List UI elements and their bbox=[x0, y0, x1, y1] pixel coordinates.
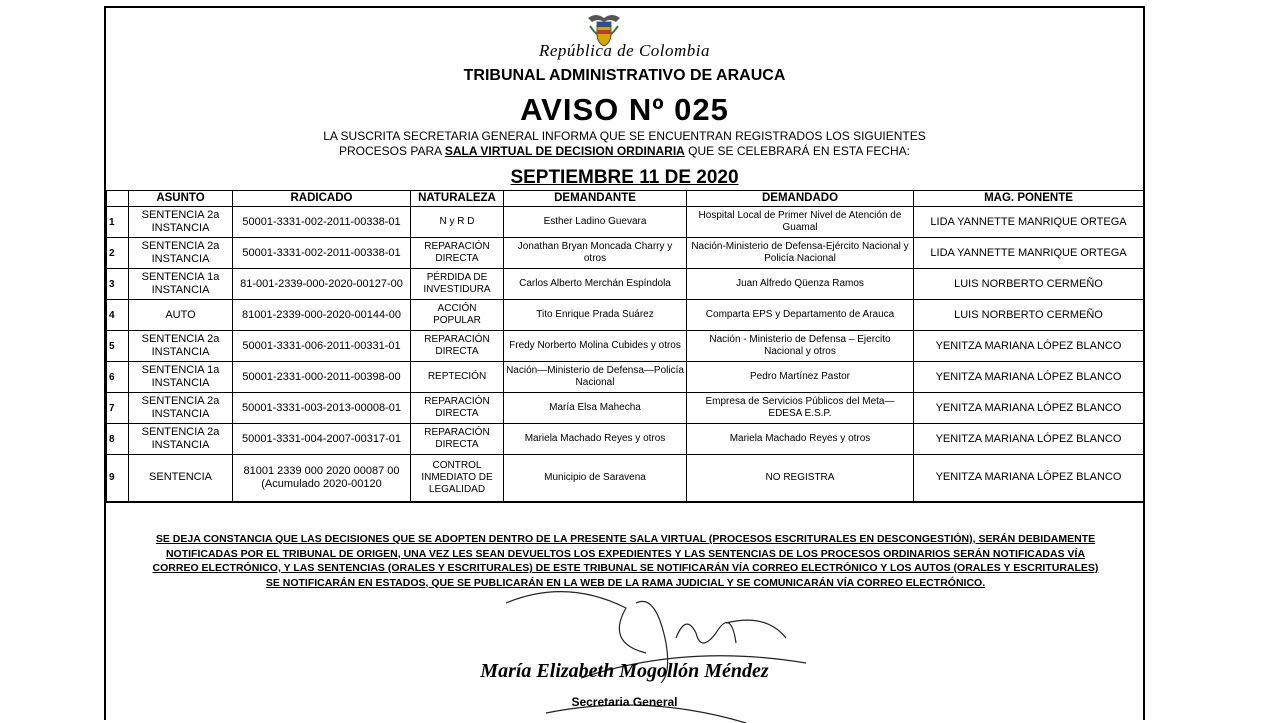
cell-demandado: Mariela Machado Reyes y otros bbox=[687, 424, 914, 455]
cell-asunto: SENTENCIA 1a INSTANCIA bbox=[129, 362, 233, 393]
tribunal-name: TRIBUNAL ADMINISTRATIVO DE ARAUCA bbox=[463, 67, 786, 84]
cell-radicado: 81001-2339-000-2020-00144-00 bbox=[233, 300, 411, 331]
cell-ponente: YENITZA MARIANA LÓPEZ BLANCO bbox=[914, 455, 1144, 502]
cell-demandado: Nación-Ministerio de Defensa-Ejército Nacional y Policía Nacional bbox=[687, 238, 914, 269]
document-page bbox=[104, 6, 1145, 720]
cell-asunto: SENTENCIA 2a INSTANCIA bbox=[129, 331, 233, 362]
cell-ponente: YENITZA MARIANA LÓPEZ BLANCO bbox=[914, 362, 1144, 393]
table-row bbox=[107, 238, 1144, 269]
intro-line-2-pre: PROCESOS PARA bbox=[339, 144, 445, 158]
table-row bbox=[107, 269, 1144, 300]
cell-naturaleza: REPTECIÓN bbox=[411, 362, 504, 393]
table-row bbox=[107, 331, 1144, 362]
col-header-num bbox=[107, 191, 129, 207]
row-number: 1 bbox=[107, 207, 129, 238]
constancia-line-2: NOTIFICADAS POR EL TRIBUNAL DE ORIGEN, UNA VEZ LES SEAN DEVUELTOS LOS EXPEDIENTES Y LAS SENTENCIAS DE LOS PROCESOS ORDINARIOS SERÁN NOTIFICADAS VÍA bbox=[165, 547, 1086, 560]
cell-demandado: Nación - Ministerio de Defensa – Ejercito Nacional y otros bbox=[687, 331, 914, 362]
cell-demandante: Mariela Machado Reyes y otros bbox=[504, 424, 687, 455]
cell-radicado: 81001 2339 000 2020 00087 00 (Acumulado 2020-00120 bbox=[233, 455, 411, 502]
intro-text bbox=[106, 129, 1143, 159]
cell-demandado: Juan Alfredo Qüenza Ramos bbox=[687, 269, 914, 300]
cell-demandante: Jonathan Bryan Moncada Charry y otros bbox=[504, 238, 687, 269]
table-row bbox=[107, 207, 1144, 238]
intro-line-2-emph: SALA VIRTUAL DE DECISION ORDINARIA bbox=[444, 144, 685, 158]
cell-asunto: SENTENCIA 1a INSTANCIA bbox=[129, 269, 233, 300]
intro-line-2-post: QUE SE CELEBRARÁ EN ESTA FECHA: bbox=[684, 144, 910, 158]
table-row bbox=[107, 455, 1144, 502]
cell-naturaleza: ACCIÓN POPULAR bbox=[411, 300, 504, 331]
cell-radicado: 50001-2331-000-2011-00398-00 bbox=[233, 362, 411, 393]
cell-radicado: 50001-3331-006-2011-00331-01 bbox=[233, 331, 411, 362]
row-number: 9 bbox=[107, 455, 129, 502]
cell-asunto: SENTENCIA bbox=[129, 455, 233, 502]
cell-demandante: Municipio de Saravena bbox=[504, 455, 687, 502]
cell-demandante: Carlos Alberto Merchán Espíndola bbox=[504, 269, 687, 300]
cell-ponente: YENITZA MARIANA LÓPEZ BLANCO bbox=[914, 424, 1144, 455]
col-header-radicado: RADICADO bbox=[233, 191, 411, 207]
cell-radicado: 50001-3331-002-2011-00338-01 bbox=[233, 207, 411, 238]
constancia-line-3: CORREO ELECTRÓNICO, Y LAS SENTENCIAS (ORALES Y ESCRITURALES) DE ESTE TRIBUNAL SE NOTIFICARÁN VÍA CORREO ELECTRÓNICO Y LOS AUTOS (ORALES Y ESCRITURALES) bbox=[152, 562, 1099, 574]
cell-naturaleza: PÉRDIDA DE INVESTIDURA bbox=[411, 269, 504, 300]
constancia-note bbox=[110, 532, 1141, 590]
cell-naturaleza: N y R D bbox=[411, 207, 504, 238]
cell-ponente: YENITZA MARIANA LÓPEZ BLANCO bbox=[914, 393, 1144, 424]
col-header-naturaleza: NATURALEZA bbox=[411, 191, 504, 207]
table-row bbox=[107, 300, 1144, 331]
table-row bbox=[107, 424, 1144, 455]
session-date: SEPTIEMBRE 11 DE 2020 bbox=[510, 167, 739, 188]
table-row bbox=[107, 362, 1144, 393]
cell-ponente: LIDA YANNETTE MANRIQUE ORTEGA bbox=[914, 238, 1144, 269]
intro-line-1: LA SUSCRITA SECRETARIA GENERAL INFORMA QUE SE ENCUENTRAN REGISTRADOS LOS SIGUIENTES bbox=[323, 129, 926, 143]
cell-demandante: Nación—Ministerio de Defensa—Policía Nacional bbox=[504, 362, 687, 393]
col-header-demandante: DEMANDANTE bbox=[504, 191, 687, 207]
cell-ponente: LIDA YANNETTE MANRIQUE ORTEGA bbox=[914, 207, 1144, 238]
row-number: 7 bbox=[107, 393, 129, 424]
cell-radicado: 50001-3331-003-2013-00008-01 bbox=[233, 393, 411, 424]
row-number: 3 bbox=[107, 269, 129, 300]
signer-name: María Elizabeth Mogollón Méndez bbox=[480, 660, 769, 682]
cell-naturaleza: REPARACIÓN DIRECTA bbox=[411, 424, 504, 455]
cell-asunto: SENTENCIA 2a INSTANCIA bbox=[129, 424, 233, 455]
cell-radicado: 50001-3331-002-2011-00338-01 bbox=[233, 238, 411, 269]
row-number: 5 bbox=[107, 331, 129, 362]
cell-demandante: Fredy Norberto Molina Cubides y otros bbox=[504, 331, 687, 362]
cell-demandante: María Elsa Mahecha bbox=[504, 393, 687, 424]
col-header-asunto: ASUNTO bbox=[129, 191, 233, 207]
cell-demandado: Empresa de Servicios Públicos del Meta—EDESA E.S.P. bbox=[687, 393, 914, 424]
constancia-line-4: SE NOTIFICARÁN EN ESTADOS, QUE SE PUBLICARÁN EN LA WEB DE LA RAMA JUDICIAL Y SE COMUNICARÁN VÍA CORREO ELECTRÓNICO. bbox=[265, 576, 986, 589]
cell-demandante: Tito Enrique Prada Suárez bbox=[504, 300, 687, 331]
procesos-table bbox=[106, 190, 1144, 503]
cell-asunto: AUTO bbox=[129, 300, 233, 331]
cell-ponente: LUIS NORBERTO CERMEÑO bbox=[914, 300, 1144, 331]
intro-line-2 bbox=[106, 144, 1143, 159]
signer-title: Secretaria General bbox=[571, 695, 678, 709]
cell-radicado: 50001-3331-004-2007-00317-01 bbox=[233, 424, 411, 455]
cell-naturaleza: REPARACIÓN DIRECTA bbox=[411, 238, 504, 269]
country-name: República de Colombia bbox=[538, 41, 711, 60]
table-row bbox=[107, 393, 1144, 424]
row-number: 6 bbox=[107, 362, 129, 393]
cell-naturaleza: REPARACIÓN DIRECTA bbox=[411, 331, 504, 362]
row-number: 2 bbox=[107, 238, 129, 269]
cell-ponente: LUIS NORBERTO CERMEÑO bbox=[914, 269, 1144, 300]
cell-naturaleza: CONTROL INMEDIATO DE LEGALIDAD bbox=[411, 455, 504, 502]
table-header-row bbox=[107, 191, 1144, 207]
cell-demandado: Hospital Local de Primer Nivel de Atención de Guamal bbox=[687, 207, 914, 238]
cell-demandado: Comparta EPS y Departamento de Arauca bbox=[687, 300, 914, 331]
cell-naturaleza: REPARACIÓN DIRECTA bbox=[411, 393, 504, 424]
cell-ponente: YENITZA MARIANA LÓPEZ BLANCO bbox=[914, 331, 1144, 362]
row-number: 4 bbox=[107, 300, 129, 331]
cell-asunto: SENTENCIA 2a INSTANCIA bbox=[129, 207, 233, 238]
cell-demandado: NO REGISTRA bbox=[687, 455, 914, 502]
cell-radicado: 81-001-2339-000-2020-00127-00 bbox=[233, 269, 411, 300]
cell-demandado: Pedro Martínez Pastor bbox=[687, 362, 914, 393]
row-number: 8 bbox=[107, 424, 129, 455]
aviso-title: AVISO Nº 025 bbox=[520, 92, 729, 127]
cell-asunto: SENTENCIA 2a INSTANCIA bbox=[129, 238, 233, 269]
cell-asunto: SENTENCIA 2a INSTANCIA bbox=[129, 393, 233, 424]
constancia-line-1: SE DEJA CONSTANCIA QUE LAS DECISIONES QUE SE ADOPTEN DENTRO DE LA PRESENTE SALA VIRTUAL (PROCESOS ESCRITURALES EN DESCONGESTIÓN), SERÁN DEBIDAMENTE bbox=[155, 533, 1096, 545]
col-header-demandado: DEMANDADO bbox=[687, 191, 914, 207]
col-header-ponente: MAG. PONENTE bbox=[914, 191, 1144, 207]
cell-demandante: Esther Ladino Guevara bbox=[504, 207, 687, 238]
